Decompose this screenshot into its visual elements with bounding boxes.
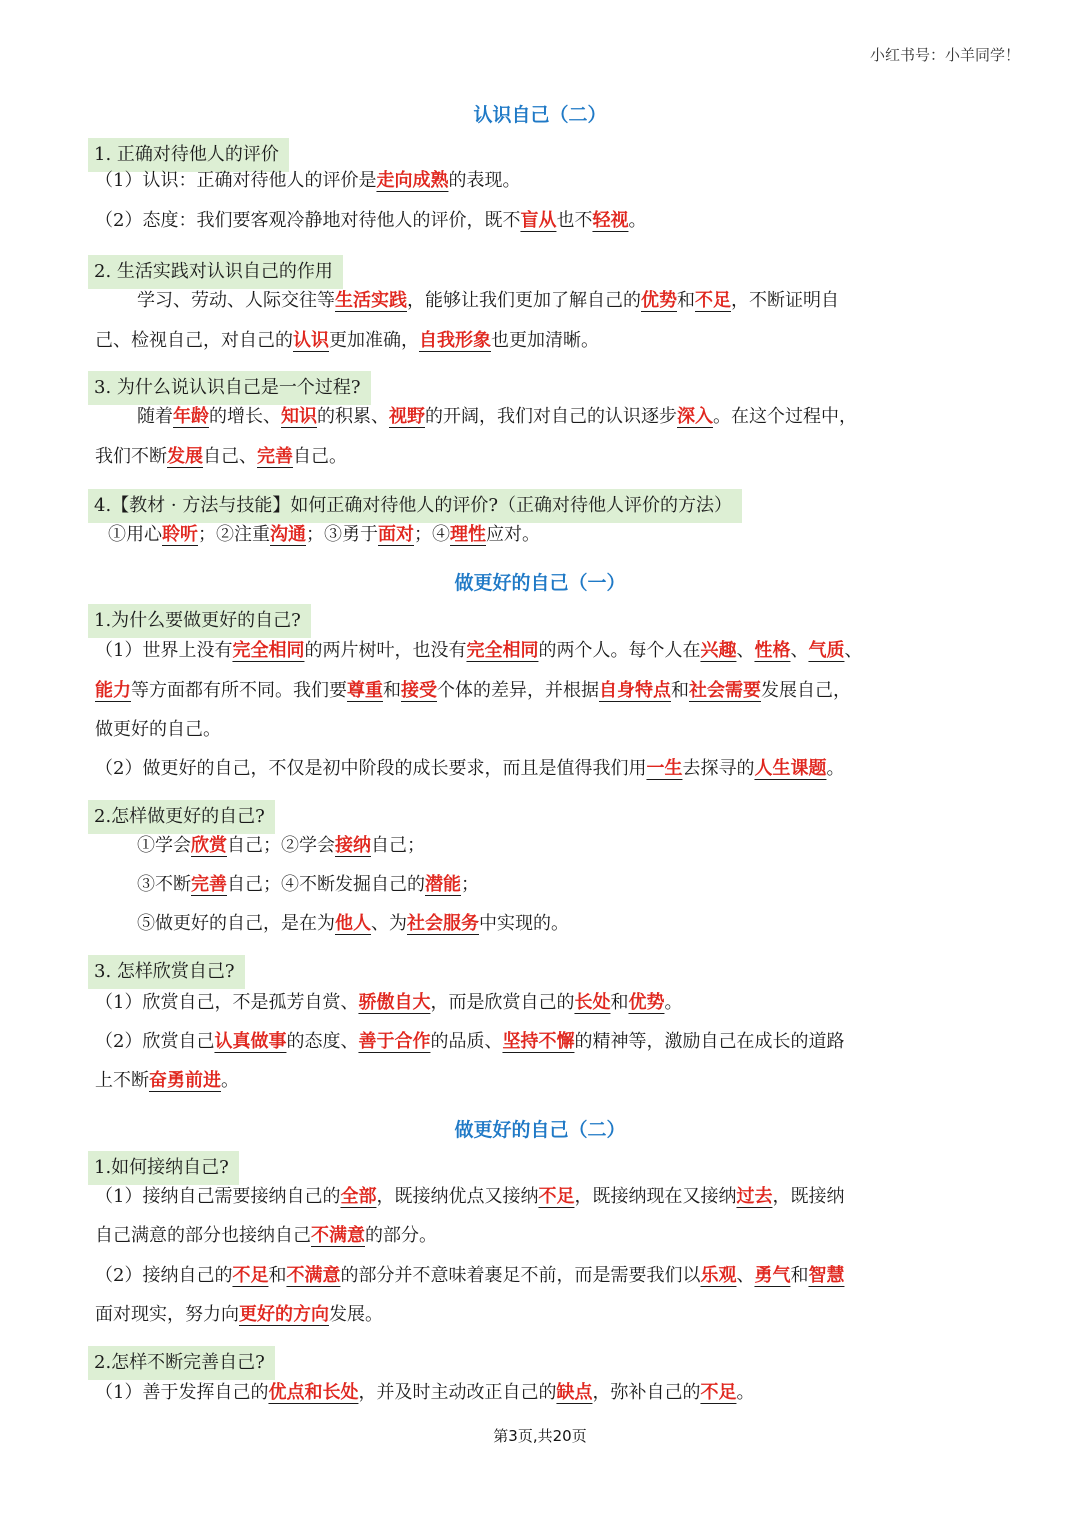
keyword-highlight: 性格 xyxy=(754,640,791,661)
keyword-highlight: 乐观 xyxy=(700,1265,737,1286)
text-span: 和 xyxy=(790,1265,809,1286)
keyword-highlight: 知识 xyxy=(281,406,317,427)
text-line xyxy=(95,671,851,710)
text-line xyxy=(95,631,862,670)
text-line xyxy=(95,983,682,1022)
keyword-highlight: 全部 xyxy=(340,1186,377,1207)
text-span: 应对。 xyxy=(486,524,540,545)
text-span: 的积累、 xyxy=(317,406,389,427)
text-span: （1）认识：正确对待他人的评价是 xyxy=(95,170,377,191)
keyword-highlight: 优势 xyxy=(628,992,665,1013)
question-heading: 2. 生活实践对认识自己的作用 xyxy=(88,255,343,289)
keyword-highlight: 气质 xyxy=(808,640,845,661)
keyword-highlight: 智慧 xyxy=(808,1265,845,1286)
text-span: ，而是欣赏自己的 xyxy=(430,992,575,1013)
text-span: ； xyxy=(461,874,479,895)
text-span: 去探寻的 xyxy=(682,758,755,779)
text-span: （1）欣赏自己，不是孤芳自赏、 xyxy=(95,992,359,1013)
keyword-highlight: 自身特点 xyxy=(599,680,671,701)
text-span: ，既接纳优点又接纳 xyxy=(376,1186,539,1207)
text-span: 的部分并不意味着裹足不前，而是需要我们以 xyxy=(340,1265,701,1286)
keyword-highlight: 优势 xyxy=(641,290,677,311)
text-span: 发展。 xyxy=(329,1304,383,1325)
keyword-highlight: 骄傲自大 xyxy=(358,992,431,1013)
text-span: 的开阔，我们对自己的认识逐步 xyxy=(425,406,677,427)
text-span: 、 xyxy=(736,1265,755,1286)
keyword-highlight: 兴趣 xyxy=(700,640,737,661)
keyword-highlight: 完善 xyxy=(257,446,293,467)
text-span: ①学会 xyxy=(137,835,191,856)
question-heading: 2.怎样不断完善自己? xyxy=(88,1346,275,1380)
text-span: ①用心 xyxy=(108,524,162,545)
text-span: ，既接纳 xyxy=(772,1186,845,1207)
keyword-highlight: 认真做事 xyxy=(214,1031,287,1052)
text-span: 和 xyxy=(383,680,401,701)
text-span: 的表现。 xyxy=(448,170,521,191)
text-span: 上不断 xyxy=(95,1070,149,1091)
text-line xyxy=(137,904,569,943)
text-span: ；②注重 xyxy=(198,524,270,545)
question-heading: 4.【教材 · 方法与技能】如何正确对待他人的评价?（正确对待他人评价的方法） xyxy=(88,489,742,523)
keyword-highlight: 接纳 xyxy=(335,835,371,856)
text-span: 我们不断 xyxy=(95,446,167,467)
text-line xyxy=(95,710,221,749)
keyword-highlight: 善于合作 xyxy=(358,1031,431,1052)
text-span: 更加准确， xyxy=(329,330,419,351)
text-line xyxy=(95,161,520,200)
text-line xyxy=(95,1177,844,1216)
text-span: ，既接纳现在又接纳 xyxy=(574,1186,737,1207)
keyword-highlight: 长处 xyxy=(574,992,611,1013)
question-heading: 1. 正确对待他人的评价 xyxy=(88,138,289,172)
text-span: 自己； xyxy=(371,835,425,856)
keyword-highlight: 完全相同 xyxy=(466,640,539,661)
keyword-highlight: 能力 xyxy=(95,680,131,701)
keyword-highlight: 不足 xyxy=(695,290,731,311)
text-line xyxy=(108,515,540,554)
text-span: 自己。 xyxy=(293,446,347,467)
text-span: ，能够让我们更加了解自己的 xyxy=(407,290,641,311)
text-span: 个体的差异，并根据 xyxy=(437,680,599,701)
text-span: 和 xyxy=(671,680,689,701)
text-line xyxy=(95,1061,239,1100)
text-span: 和 xyxy=(268,1265,287,1286)
keyword-highlight: 接受 xyxy=(401,680,437,701)
text-span: （2）接纳自己的 xyxy=(95,1265,233,1286)
question-heading: 1.为什么要做更好的自己? xyxy=(88,604,311,638)
keyword-highlight: 他人 xyxy=(335,913,371,934)
keyword-highlight: 理性 xyxy=(450,524,486,545)
text-span: ，弥补自己的 xyxy=(592,1382,701,1403)
text-span: 。 xyxy=(664,992,683,1013)
text-span: 、为 xyxy=(371,913,407,934)
text-span: ⑤做更好的自己，是在为 xyxy=(137,913,335,934)
section-title: 做更好的自己（一） xyxy=(454,572,626,594)
keyword-highlight: 发展 xyxy=(167,446,203,467)
text-span: （2）态度：我们要客观冷静地对待他人的评价，既不 xyxy=(95,210,521,231)
text-span: 做更好的自己。 xyxy=(95,719,221,740)
keyword-highlight: 欣赏 xyxy=(191,835,227,856)
keyword-highlight: 更好的方向 xyxy=(239,1304,329,1325)
text-span: 和 xyxy=(677,290,695,311)
text-line xyxy=(95,1256,844,1295)
text-span: 的两个人。每个人在 xyxy=(538,640,701,661)
text-span: （1）善于发挥自己的 xyxy=(95,1382,269,1403)
keyword-highlight: 视野 xyxy=(389,406,425,427)
keyword-highlight: 生活实践 xyxy=(335,290,407,311)
keyword-highlight: 不满意 xyxy=(311,1225,365,1246)
text-span: 己、检视自己，对自己的 xyxy=(95,330,293,351)
question-heading: 3. 为什么说认识自己是一个过程? xyxy=(88,371,371,405)
text-span: 的品质、 xyxy=(430,1031,503,1052)
keyword-highlight: 坚持不懈 xyxy=(502,1031,575,1052)
text-span: 、 xyxy=(844,640,863,661)
keyword-highlight: 一生 xyxy=(646,758,683,779)
keyword-highlight: 不足 xyxy=(700,1382,737,1403)
text-span: 。 xyxy=(628,210,647,231)
text-span: 等方面都有所不同。我们要 xyxy=(131,680,347,701)
keyword-highlight: 社会服务 xyxy=(407,913,479,934)
text-line xyxy=(137,865,479,904)
keyword-highlight: 奋勇前进 xyxy=(149,1070,221,1091)
text-line xyxy=(95,1295,383,1334)
text-span: 面对现实，努力向 xyxy=(95,1304,239,1325)
text-span: 中实现的。 xyxy=(479,913,569,934)
keyword-highlight: 年龄 xyxy=(173,406,209,427)
question-heading: 3. 怎样欣赏自己? xyxy=(88,955,245,989)
keyword-highlight: 完善 xyxy=(191,874,227,895)
text-span: 自己满意的部分也接纳自己 xyxy=(95,1225,311,1246)
text-line xyxy=(137,397,857,436)
text-line xyxy=(95,1216,437,1255)
text-span: ；④ xyxy=(414,524,450,545)
text-span: 的部分。 xyxy=(365,1225,437,1246)
text-span: 自己；④不断发掘自己的 xyxy=(227,874,425,895)
text-span: 学习、劳动、人际交往等 xyxy=(137,290,335,311)
text-line xyxy=(137,281,839,320)
keyword-highlight: 社会需要 xyxy=(689,680,761,701)
text-span: 和 xyxy=(610,992,629,1013)
keyword-highlight: 面对 xyxy=(378,524,414,545)
text-span: 的两片树叶，也没有 xyxy=(304,640,467,661)
keyword-highlight: 缺点 xyxy=(556,1382,593,1403)
keyword-highlight: 轻视 xyxy=(592,210,629,231)
keyword-highlight: 盲从 xyxy=(520,210,557,231)
keyword-highlight: 勇气 xyxy=(754,1265,791,1286)
text-span: 。 xyxy=(221,1070,239,1091)
watermark: 小红书号：小羊同学！ xyxy=(869,46,1020,64)
section-title: 认识自己（二） xyxy=(473,104,607,126)
text-span: 的增长、 xyxy=(209,406,281,427)
text-span: （1）世界上没有 xyxy=(95,640,233,661)
text-span: ；③勇于 xyxy=(306,524,378,545)
keyword-highlight: 优点和长处 xyxy=(268,1382,359,1403)
keyword-highlight: 走向成熟 xyxy=(376,170,449,191)
keyword-highlight: 聆听 xyxy=(162,524,198,545)
text-span: （2）做更好的自己，不仅是初中阶段的成长要求，而且是值得我们用 xyxy=(95,758,647,779)
keyword-highlight: 过去 xyxy=(736,1186,773,1207)
keyword-highlight: 人生课题 xyxy=(754,758,827,779)
text-span: 。在这个过程中， xyxy=(713,406,857,427)
text-span: 。 xyxy=(826,758,845,779)
keyword-highlight: 深入 xyxy=(677,406,713,427)
text-line xyxy=(95,1373,754,1412)
section-title: 做更好的自己（二） xyxy=(454,1119,626,1141)
text-span: ，并及时主动改正自己的 xyxy=(358,1382,557,1403)
keyword-highlight: 自我形象 xyxy=(419,330,491,351)
keyword-highlight: 潜能 xyxy=(425,874,461,895)
keyword-highlight: 沟通 xyxy=(270,524,306,545)
keyword-highlight: 完全相同 xyxy=(232,640,305,661)
text-span: （1）接纳自己需要接纳自己的 xyxy=(95,1186,341,1207)
text-line xyxy=(95,201,646,240)
text-line xyxy=(95,437,347,476)
text-span: 的精神等，激励自己在成长的道路 xyxy=(574,1031,845,1052)
text-span: 、 xyxy=(790,640,809,661)
question-heading: 2.怎样做更好的自己? xyxy=(88,800,275,834)
text-span: ，不断证明自 xyxy=(731,290,839,311)
keyword-highlight: 认识 xyxy=(293,330,329,351)
text-span: 的态度、 xyxy=(286,1031,359,1052)
text-span: 自己；②学会 xyxy=(227,835,335,856)
page-footer: 第3页,共20页 xyxy=(493,1427,587,1445)
text-line xyxy=(137,826,425,865)
text-span: 。 xyxy=(736,1382,755,1403)
text-span: （2）欣赏自己 xyxy=(95,1031,215,1052)
keyword-highlight: 不足 xyxy=(538,1186,575,1207)
text-span: 也更加清晰。 xyxy=(491,330,599,351)
text-span: 也不 xyxy=(556,210,593,231)
text-span: 随着 xyxy=(137,406,173,427)
text-span: ③不断 xyxy=(137,874,191,895)
text-span: 发展自己， xyxy=(761,680,851,701)
text-span: 、 xyxy=(736,640,755,661)
keyword-highlight: 尊重 xyxy=(347,680,383,701)
question-heading: 1.如何接纳自己? xyxy=(88,1151,239,1185)
keyword-highlight: 不足 xyxy=(232,1265,269,1286)
keyword-highlight: 不满意 xyxy=(286,1265,341,1286)
text-line xyxy=(95,749,844,788)
text-line xyxy=(95,321,599,360)
text-span: 自己、 xyxy=(203,446,257,467)
text-line xyxy=(95,1022,844,1061)
